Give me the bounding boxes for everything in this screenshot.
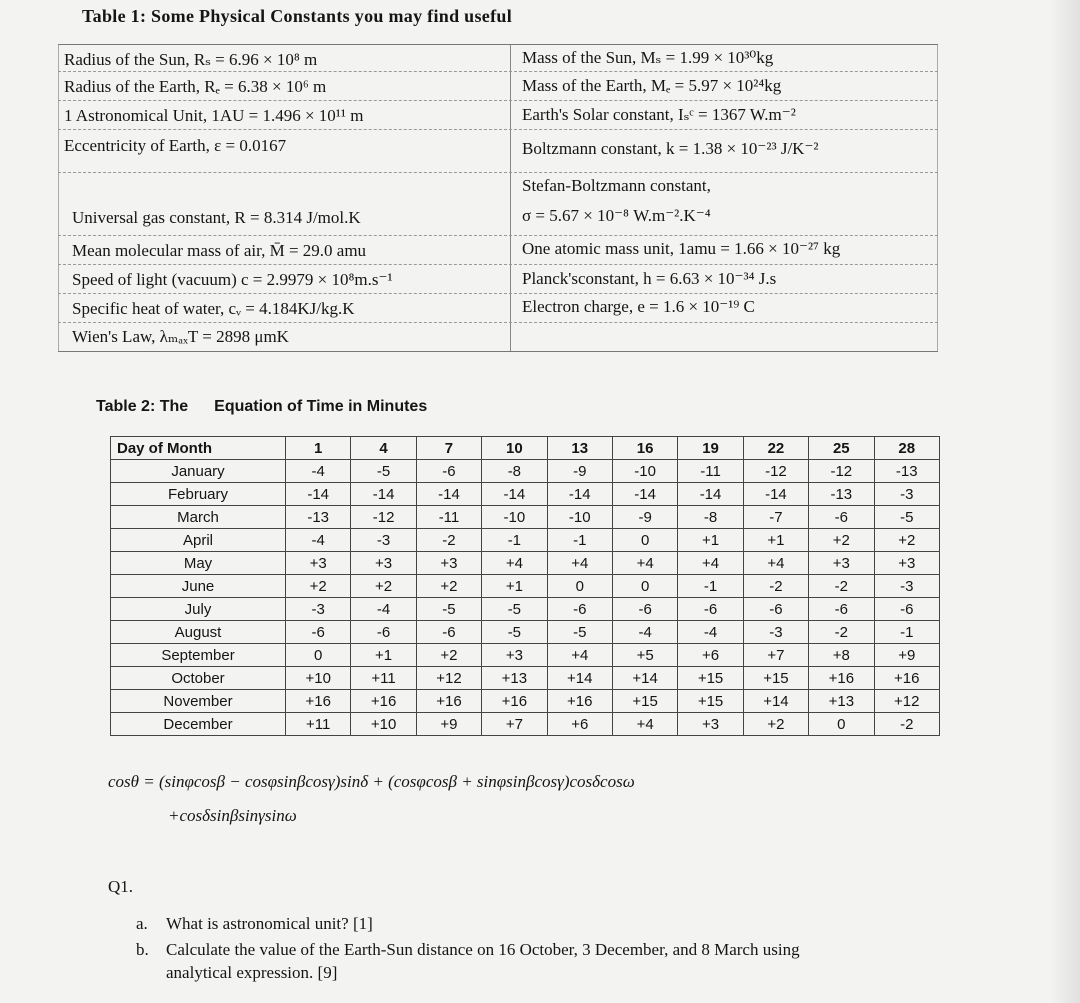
equation-of-time-cell: -4 xyxy=(612,621,677,644)
equation-of-time-cell: -8 xyxy=(678,506,743,529)
equation-of-time-cell: +15 xyxy=(678,667,743,690)
equation-of-time-cell: -13 xyxy=(809,483,874,506)
equation-of-time-cell: -2 xyxy=(809,575,874,598)
table-row xyxy=(111,644,940,667)
equation-of-time-cell: -3 xyxy=(743,621,808,644)
day-header: 4 xyxy=(351,437,416,460)
equation-of-time-cell: -8 xyxy=(482,460,547,483)
equation-of-time-cell: -6 xyxy=(416,621,481,644)
equation-of-time-cell: +2 xyxy=(874,529,939,552)
table1-row xyxy=(58,45,938,72)
equation-of-time-cell: -9 xyxy=(547,460,612,483)
equation-of-time-cell: +3 xyxy=(678,713,743,736)
constant-earth-radius: Radius of the Earth, Rₑ = 6.38 × 10⁶ m xyxy=(64,77,327,96)
equation-of-time-cell: +4 xyxy=(612,552,677,575)
month-label: June xyxy=(111,575,286,598)
month-label: September xyxy=(111,644,286,667)
equation-of-time-cell: -4 xyxy=(286,529,351,552)
month-label: March xyxy=(111,506,286,529)
equation-of-time-cell: +1 xyxy=(351,644,416,667)
month-label: April xyxy=(111,529,286,552)
table1-row xyxy=(58,294,938,323)
table-row xyxy=(111,667,940,690)
zenith-angle-formula-continued: +cosδsinβsinγsinω xyxy=(168,806,297,825)
equation-of-time-cell: +10 xyxy=(286,667,351,690)
equation-of-time-cell: -6 xyxy=(874,598,939,621)
equation-of-time-cell: 0 xyxy=(612,529,677,552)
equation-of-time-cell: -6 xyxy=(547,598,612,621)
equation-of-time-cell: -4 xyxy=(286,460,351,483)
equation-of-time-cell: +16 xyxy=(809,667,874,690)
equation-of-time-cell: 0 xyxy=(612,575,677,598)
equation-of-time-cell: +14 xyxy=(547,667,612,690)
equation-of-time-cell: +16 xyxy=(482,690,547,713)
equation-of-time-cell: -12 xyxy=(351,506,416,529)
equation-of-time-cell: -1 xyxy=(482,529,547,552)
equation-of-time-cell: -4 xyxy=(351,598,416,621)
equation-of-time-cell: +2 xyxy=(809,529,874,552)
day-header: 19 xyxy=(678,437,743,460)
equation-of-time-cell: -14 xyxy=(482,483,547,506)
equation-of-time-cell: +2 xyxy=(351,575,416,598)
equation-of-time-cell: -2 xyxy=(416,529,481,552)
equation-of-time-cell: +3 xyxy=(351,552,416,575)
month-label: February xyxy=(111,483,286,506)
equation-of-time-cell: -3 xyxy=(351,529,416,552)
equation-of-time-cell: +3 xyxy=(809,552,874,575)
constant-specific-heat-water: Specific heat of water, cᵥ = 4.184KJ/kg.K xyxy=(72,299,355,318)
table1-title: Table 1: Some Physical Constants you may find useful xyxy=(82,6,512,26)
equation-of-time-cell: +4 xyxy=(547,644,612,667)
physical-constants-table xyxy=(58,44,938,352)
equation-of-time-cell: +14 xyxy=(612,667,677,690)
equation-of-time-cell: -11 xyxy=(678,460,743,483)
equation-of-time-cell: -6 xyxy=(286,621,351,644)
equation-of-time-cell: -12 xyxy=(743,460,808,483)
table-row xyxy=(111,621,940,644)
equation-of-time-cell: -14 xyxy=(416,483,481,506)
equation-of-time-cell: +10 xyxy=(351,713,416,736)
equation-of-time-cell: -13 xyxy=(874,460,939,483)
constant-electron-charge: Electron charge, e = 1.6 × 10⁻¹⁹ C xyxy=(522,297,755,316)
equation-of-time-cell: +4 xyxy=(482,552,547,575)
table1-row xyxy=(58,130,938,173)
equation-of-time-cell: 0 xyxy=(547,575,612,598)
equation-of-time-cell: +1 xyxy=(482,575,547,598)
question-part-b-label: b. xyxy=(136,940,149,959)
table1-row xyxy=(58,323,938,351)
month-label: November xyxy=(111,690,286,713)
constant-molecular-mass-air: Mean molecular mass of air, M̄ = 29.0 amu xyxy=(72,241,367,260)
equation-of-time-cell: -13 xyxy=(286,506,351,529)
equation-of-time-cell: -14 xyxy=(547,483,612,506)
constant-earth-mass: Mass of the Earth, Mₑ = 5.97 × 10²⁴kg xyxy=(522,76,782,95)
day-header: 7 xyxy=(416,437,481,460)
constant-gas-constant: Universal gas constant, R = 8.314 J/mol.K xyxy=(72,208,361,227)
equation-of-time-cell: -2 xyxy=(874,713,939,736)
equation-of-time-cell: +13 xyxy=(809,690,874,713)
equation-of-time-cell: +11 xyxy=(286,713,351,736)
month-label: May xyxy=(111,552,286,575)
equation-of-time-cell: +12 xyxy=(874,690,939,713)
equation-of-time-cell: -5 xyxy=(482,598,547,621)
month-label: August xyxy=(111,621,286,644)
equation-of-time-cell: +1 xyxy=(743,529,808,552)
equation-of-time-cell: +13 xyxy=(482,667,547,690)
day-header: 25 xyxy=(809,437,874,460)
table2-title-prefix: Table 2: The xyxy=(96,398,189,415)
constant-wiens-law: Wien's Law, λₘₐₓT = 2898 μmK xyxy=(72,327,289,346)
equation-of-time-cell: -14 xyxy=(612,483,677,506)
day-of-month-header: Day of Month xyxy=(111,437,286,460)
question-part-b xyxy=(136,940,800,960)
table-row xyxy=(111,713,940,736)
equation-of-time-cell: -6 xyxy=(416,460,481,483)
table-row xyxy=(111,506,940,529)
equation-of-time-cell: +2 xyxy=(743,713,808,736)
constant-stefan-boltzmann-value: σ = 5.67 × 10⁻⁸ W.m⁻².K⁻⁴ xyxy=(522,206,711,225)
page-edge-shadow xyxy=(1050,0,1080,1003)
constant-sun-radius: Radius of the Sun, Rₛ = 6.96 × 10⁸ m xyxy=(64,50,318,69)
equation-of-time-cell: -14 xyxy=(351,483,416,506)
equation-of-time-cell: +2 xyxy=(286,575,351,598)
day-header: 16 xyxy=(612,437,677,460)
constant-speed-of-light: Speed of light (vacuum) c = 2.9979 × 10⁸m.s⁻¹ xyxy=(72,270,393,289)
equation-of-time-cell: -2 xyxy=(809,621,874,644)
table-row xyxy=(111,575,940,598)
equation-of-time-cell: +15 xyxy=(678,690,743,713)
equation-of-time-cell: 0 xyxy=(286,644,351,667)
table1-row xyxy=(58,101,938,130)
equation-of-time-cell: -1 xyxy=(678,575,743,598)
equation-of-time-cell: +7 xyxy=(743,644,808,667)
month-label: January xyxy=(111,460,286,483)
equation-of-time-cell: +3 xyxy=(482,644,547,667)
equation-of-time-cell: +4 xyxy=(612,713,677,736)
equation-of-time-cell: -14 xyxy=(678,483,743,506)
month-label: October xyxy=(111,667,286,690)
equation-of-time-cell: -6 xyxy=(351,621,416,644)
equation-of-time-cell: +14 xyxy=(743,690,808,713)
equation-of-time-cell: +4 xyxy=(678,552,743,575)
equation-of-time-cell: -1 xyxy=(874,621,939,644)
question-part-a-label: a. xyxy=(136,914,148,933)
equation-of-time-cell: +16 xyxy=(351,690,416,713)
table1-row xyxy=(58,265,938,294)
equation-of-time-cell: +15 xyxy=(743,667,808,690)
equation-of-time-cell: +9 xyxy=(416,713,481,736)
question-part-a xyxy=(136,914,373,934)
equation-of-time-cell: -9 xyxy=(612,506,677,529)
equation-of-time-cell: +4 xyxy=(547,552,612,575)
equation-of-time-cell: +6 xyxy=(678,644,743,667)
equation-of-time-cell: +16 xyxy=(874,667,939,690)
table-row xyxy=(111,483,940,506)
equation-of-time-cell: +12 xyxy=(416,667,481,690)
equation-of-time-cell: +5 xyxy=(612,644,677,667)
equation-of-time-cell: -3 xyxy=(874,575,939,598)
equation-of-time-cell: 0 xyxy=(809,713,874,736)
constant-solar-constant: Earth's Solar constant, Iₛᶜ = 1367 W.m⁻² xyxy=(522,105,796,124)
equation-of-time-cell: +15 xyxy=(612,690,677,713)
equation-of-time-cell: -12 xyxy=(809,460,874,483)
equation-of-time-cell: -10 xyxy=(612,460,677,483)
equation-of-time-cell: -5 xyxy=(416,598,481,621)
equation-of-time-cell: -5 xyxy=(351,460,416,483)
equation-of-time-cell: +16 xyxy=(286,690,351,713)
day-header: 28 xyxy=(874,437,939,460)
equation-of-time-cell: +3 xyxy=(286,552,351,575)
table-header-row xyxy=(111,437,940,460)
equation-of-time-cell: +16 xyxy=(547,690,612,713)
equation-of-time-cell: -3 xyxy=(286,598,351,621)
table-row xyxy=(111,460,940,483)
constant-sun-mass: Mass of the Sun, Mₛ = 1.99 × 10³⁰kg xyxy=(522,48,774,67)
equation-of-time-cell: +6 xyxy=(547,713,612,736)
table-row xyxy=(111,552,940,575)
equation-of-time-cell: -2 xyxy=(743,575,808,598)
equation-of-time-table xyxy=(110,436,940,736)
equation-of-time-cell: +7 xyxy=(482,713,547,736)
equation-of-time-cell: -6 xyxy=(743,598,808,621)
equation-of-time-cell: +8 xyxy=(809,644,874,667)
month-label: December xyxy=(111,713,286,736)
equation-of-time-cell: +4 xyxy=(743,552,808,575)
equation-of-time-cell: -6 xyxy=(612,598,677,621)
equation-of-time-cell: +2 xyxy=(416,644,481,667)
table1-row xyxy=(58,236,938,265)
constant-eccentricity: Eccentricity of Earth, ε = 0.0167 xyxy=(64,136,287,155)
equation-of-time-cell: -6 xyxy=(809,598,874,621)
day-header: 13 xyxy=(547,437,612,460)
equation-of-time-cell: -11 xyxy=(416,506,481,529)
equation-of-time-cell: -3 xyxy=(874,483,939,506)
question-heading: Q1. xyxy=(108,877,134,896)
question-part-a-text: What is astronomical unit? [1] xyxy=(166,914,373,933)
equation-of-time-cell: -14 xyxy=(286,483,351,506)
question-part-b-continued: analytical expression. [9] xyxy=(166,963,338,982)
constant-atomic-mass-unit: One atomic mass unit, 1amu = 1.66 × 10⁻²⁷ kg xyxy=(522,239,841,258)
equation-of-time-cell: -10 xyxy=(482,506,547,529)
equation-of-time-cell: +1 xyxy=(678,529,743,552)
table2-title-text: Equation of Time in Minutes xyxy=(214,398,428,415)
table-row xyxy=(111,598,940,621)
equation-of-time-cell: +2 xyxy=(416,575,481,598)
constant-stefan-boltzmann-label: Stefan-Boltzmann constant, xyxy=(522,176,711,195)
zenith-angle-formula: cosθ = (sinφcosβ − cosφsinβcosγ)sinδ + (cosφcosβ + sinφsinβcosγ)cosδcosω xyxy=(108,772,635,791)
equation-of-time-cell: +11 xyxy=(351,667,416,690)
equation-of-time-cell: -6 xyxy=(809,506,874,529)
equation-of-time-cell: +3 xyxy=(416,552,481,575)
table2-title xyxy=(96,398,427,416)
day-header: 22 xyxy=(743,437,808,460)
table-row xyxy=(111,690,940,713)
equation-of-time-cell: -6 xyxy=(678,598,743,621)
equation-of-time-cell: -14 xyxy=(743,483,808,506)
month-label: July xyxy=(111,598,286,621)
equation-of-time-cell: -7 xyxy=(743,506,808,529)
table1-row xyxy=(58,72,938,101)
equation-of-time-cell: -5 xyxy=(482,621,547,644)
day-header: 1 xyxy=(286,437,351,460)
constant-boltzmann: Boltzmann constant, k = 1.38 × 10⁻²³ J/K⁻² xyxy=(522,139,819,158)
equation-of-time-cell: -5 xyxy=(874,506,939,529)
equation-of-time-cell: -5 xyxy=(547,621,612,644)
constant-astronomical-unit: 1 Astronomical Unit, 1AU = 1.496 × 10¹¹ m xyxy=(64,106,364,125)
table1-row xyxy=(58,173,938,236)
question-part-b-text: Calculate the value of the Earth-Sun distance on 16 October, 3 December, and 8 March using xyxy=(166,940,800,959)
equation-of-time-cell: +9 xyxy=(874,644,939,667)
table-row xyxy=(111,529,940,552)
equation-of-time-cell: +3 xyxy=(874,552,939,575)
equation-of-time-cell: -1 xyxy=(547,529,612,552)
equation-of-time-cell: +16 xyxy=(416,690,481,713)
equation-of-time-cell: -10 xyxy=(547,506,612,529)
equation-of-time-cell: -4 xyxy=(678,621,743,644)
constant-planck: Planck'sconstant, h = 6.63 × 10⁻³⁴ J.s xyxy=(522,269,777,288)
day-header: 10 xyxy=(482,437,547,460)
